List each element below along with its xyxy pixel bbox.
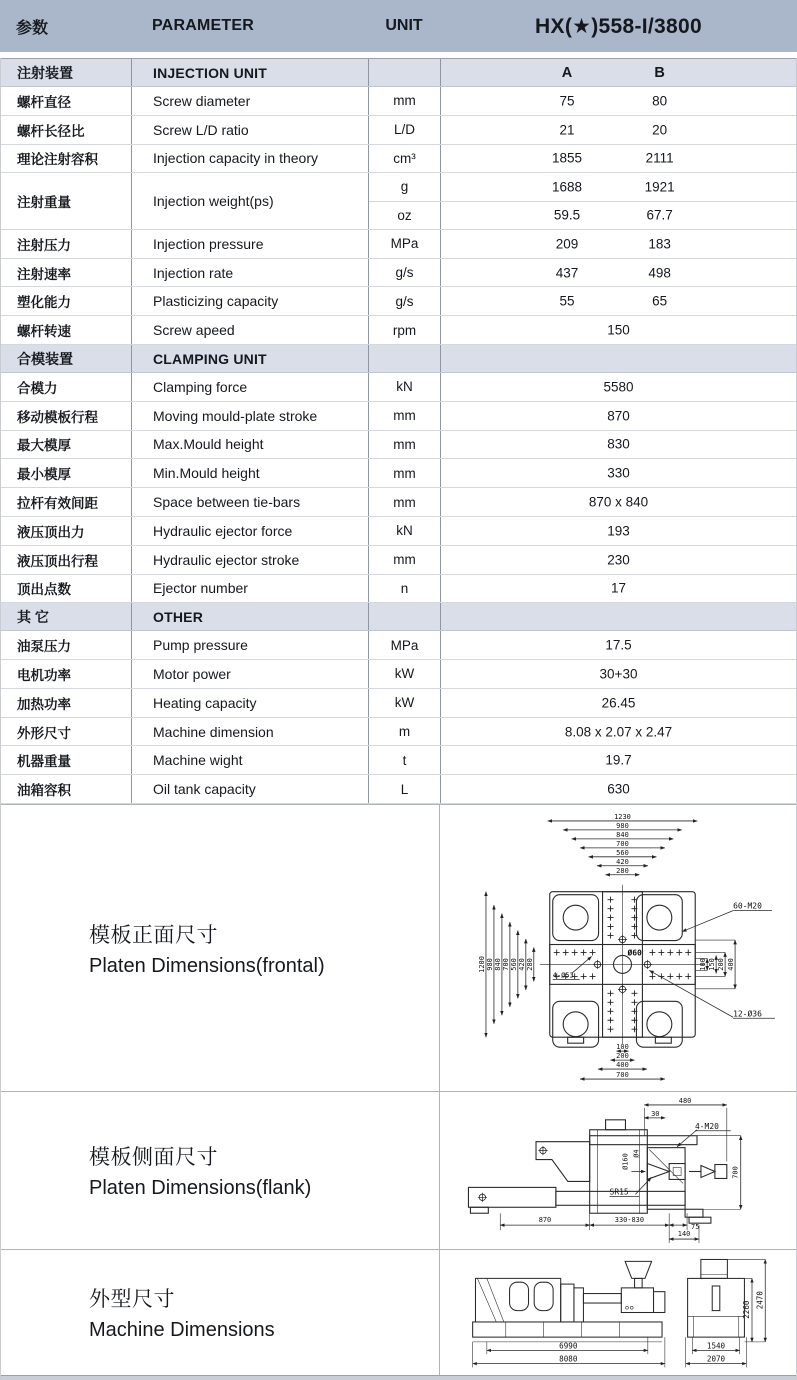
param-en: Screw apeed [132, 316, 369, 344]
param-unit: mm [369, 546, 441, 574]
dim-label: 150 [708, 958, 717, 971]
table-row [1, 746, 796, 775]
param-unit: rpm [369, 316, 441, 344]
flank-art [440, 1092, 796, 1249]
bottom-strip [1, 1375, 796, 1380]
param-cn: 注射速率 [1, 259, 132, 287]
dim-label: 400 [727, 958, 736, 971]
callout-label: 12-Ø36 [733, 1009, 762, 1019]
param-unit: MPa [369, 230, 441, 258]
param-en: CLAMPING UNIT [132, 345, 369, 372]
param-cn: 合模力 [1, 373, 132, 401]
table-row [1, 373, 796, 402]
dim-label: 280 [616, 866, 629, 875]
param-cn: 塑化能力 [1, 287, 132, 315]
table-row [1, 259, 796, 288]
param-en: Screw diameter [132, 87, 369, 115]
dim-label: 1230 [614, 812, 631, 821]
value-a: 437 [555, 265, 579, 281]
value-b: 80 [652, 93, 668, 109]
param-unit: mm [369, 459, 441, 487]
value-merged: 870 x 840 [588, 494, 649, 510]
param-cn: 顶出点数 [1, 575, 132, 603]
value-merged: 150 [607, 322, 630, 338]
table-row [1, 116, 796, 145]
param-unit [369, 59, 441, 86]
dim-label: Ø160 [621, 1153, 630, 1170]
param-en: INJECTION UNIT [132, 59, 369, 86]
param-cn: 外形尺寸 [1, 718, 132, 746]
table-header [0, 0, 797, 52]
table-row [1, 287, 796, 316]
param-en: Min.Mould height [132, 459, 369, 487]
table-row [1, 517, 796, 546]
value-b: 2111 [645, 150, 674, 166]
value-b: 1921 [644, 179, 675, 195]
param-unit: g/s [369, 287, 441, 315]
value-cell [441, 575, 796, 603]
value-cell [441, 775, 796, 803]
dim-label: 2470 [755, 1291, 765, 1310]
param-cn: 拉杆有效间距 [1, 488, 132, 516]
param-en: Oil tank capacity [132, 775, 369, 803]
flank-label-cn: 模板侧面尺寸 [89, 1146, 218, 1169]
param-en: Injection weight(ps) [132, 173, 369, 229]
param-unit: mm [369, 431, 441, 459]
flank-platen-drawing [440, 1092, 796, 1249]
value-a: 21 [559, 122, 575, 138]
dim-label: 700 [501, 958, 510, 971]
value-merged: 5580 [603, 379, 634, 395]
frontal-platen-drawing [440, 805, 796, 1091]
value-cell [441, 116, 796, 144]
param-cn: 合模装置 [1, 345, 132, 372]
frontal-label [1, 805, 440, 1091]
param-cn: 最大模厚 [1, 431, 132, 459]
param-cn: 螺杆转速 [1, 316, 132, 344]
dim-label: 560 [509, 958, 518, 971]
param-cn: 注射重量 [1, 173, 132, 229]
param-en: Moving mould-plate stroke [132, 402, 369, 430]
table-row [1, 488, 796, 517]
value-cell [441, 87, 796, 115]
param-en: Max.Mould height [132, 431, 369, 459]
param-unit [369, 603, 441, 630]
header-unit: UNIT [385, 17, 423, 34]
table-row [1, 718, 796, 747]
machine-art [440, 1250, 796, 1375]
value-a: 1688 [551, 179, 583, 195]
dim-label: 200 [616, 1052, 629, 1061]
value-cell [441, 173, 796, 200]
sub-row [369, 173, 796, 200]
param-cn: 机器重量 [1, 746, 132, 774]
param-en: Injection capacity in theory [132, 145, 369, 173]
machine-label [1, 1250, 440, 1375]
value-cell [441, 316, 796, 344]
param-en: Injection rate [132, 259, 369, 287]
table-row [1, 459, 796, 488]
param-en: Motor power [132, 660, 369, 688]
value-merged: 830 [607, 436, 630, 452]
param-cn: 油箱容积 [1, 775, 132, 803]
dim-label: 480 [678, 1096, 692, 1105]
value-b: B [654, 64, 665, 81]
section-row [1, 59, 796, 87]
diagram-row-machine [1, 1249, 796, 1375]
flank-label [1, 1092, 440, 1249]
value-merged: 17 [610, 580, 627, 596]
dim-label: 2070 [706, 1354, 726, 1364]
param-en: Screw L/D ratio [132, 116, 369, 144]
param-unit: g/s [369, 259, 441, 287]
param-en: Injection pressure [132, 230, 369, 258]
machine-dimensions-drawing [440, 1250, 796, 1375]
value-merged: 193 [607, 523, 630, 539]
callout-label: SR15 [609, 1187, 629, 1197]
flank-label-en: Platen Dimensions(flank) [89, 1177, 312, 1199]
table-row [1, 87, 796, 116]
param-cn: 液压顶出行程 [1, 546, 132, 574]
param-cn: 螺杆长径比 [1, 116, 132, 144]
dim-label: 140 [677, 1230, 691, 1239]
machine-label-cn: 外型尺寸 [89, 1288, 175, 1311]
section-row [1, 345, 796, 373]
dim-label: 6990 [559, 1341, 578, 1351]
value-merged: 26.45 [601, 695, 636, 711]
dim-label: 700 [731, 1166, 740, 1179]
dim-label: 980 [616, 821, 629, 830]
param-cn: 注射压力 [1, 230, 132, 258]
dim-label: 1200 [477, 956, 486, 973]
value-cell [441, 431, 796, 459]
value-cell [441, 488, 796, 516]
value-a: 75 [559, 93, 575, 109]
value-cell [441, 546, 796, 574]
dim-label: 100 [699, 958, 708, 971]
value-cell [441, 202, 796, 229]
value-cell [441, 603, 796, 630]
param-en: Machine dimension [132, 718, 369, 746]
value-cell [441, 517, 796, 545]
value-b: 65 [652, 293, 668, 309]
dim-label: 560 [616, 848, 629, 857]
dim-label: Ø4 [632, 1149, 641, 1158]
value-cell [441, 230, 796, 258]
table-row [1, 316, 796, 345]
dim-label: 100 [616, 1043, 629, 1052]
param-unit: kN [369, 373, 441, 401]
table-row [1, 173, 796, 230]
param-en: OTHER [132, 603, 369, 630]
dim-label: 420 [517, 958, 526, 971]
value-a: 59.5 [553, 207, 581, 223]
param-unit: t [369, 746, 441, 774]
param-unit: oz [369, 202, 441, 229]
dim-label: 700 [616, 1071, 629, 1080]
sub-row [369, 201, 796, 229]
value-cell [441, 689, 796, 717]
diagram-row-flank [1, 1091, 796, 1249]
param-cn: 注射装置 [1, 59, 132, 86]
param-unit: g [369, 173, 441, 200]
value-merged: 330 [607, 465, 630, 481]
value-b: 498 [648, 265, 671, 281]
param-unit: L/D [369, 116, 441, 144]
frontal-label-en: Platen Dimensions(frontal) [89, 954, 325, 977]
value-cell [441, 631, 796, 659]
value-cell [441, 373, 796, 401]
value-cell [441, 459, 796, 487]
dim-label: 870 [538, 1216, 552, 1225]
dim-label: 400 [616, 1061, 629, 1070]
dim-label: 8080 [559, 1354, 578, 1364]
frontal-label-cn: 模板正面尺寸 [89, 923, 218, 947]
param-cn: 最小模厚 [1, 459, 132, 487]
value-merged: 17.5 [605, 637, 632, 653]
callout-label: 4-M20 [695, 1121, 719, 1131]
callout-label: 4-Ø53 [552, 971, 574, 980]
param-en: Ejector number [132, 575, 369, 603]
table-row [1, 660, 796, 689]
table-row [1, 402, 796, 431]
dim-label: 200 [717, 958, 726, 971]
dim-label: 840 [616, 830, 629, 839]
dim-label: 2260 [742, 1300, 752, 1319]
dim-label: 840 [493, 958, 502, 971]
spec-table-body [1, 58, 796, 804]
param-unit: n [369, 575, 441, 603]
value-a: 55 [559, 293, 575, 309]
dim-label: 75 [691, 1223, 700, 1232]
table-row [1, 145, 796, 174]
value-cell [441, 345, 796, 372]
content [0, 58, 797, 1380]
dim-label: 700 [616, 839, 629, 848]
dim-label: 280 [525, 958, 534, 971]
dim-label: 330-830 [614, 1216, 645, 1225]
value-cell [441, 145, 796, 173]
param-cn: 其 它 [1, 603, 132, 630]
param-en: Hydraulic ejector stroke [132, 546, 369, 574]
value-cell [441, 259, 796, 287]
param-cn: 液压顶出力 [1, 517, 132, 545]
header-param-cn: 参数 [16, 19, 49, 37]
value-merged: 30+30 [599, 666, 638, 682]
table-row [1, 775, 796, 804]
value-cell [441, 287, 796, 315]
param-unit: cm³ [369, 145, 441, 173]
model-name: HX(★)558-I/3800 [535, 14, 702, 38]
table-row [1, 689, 796, 718]
dim-label: 30 [651, 1109, 660, 1118]
value-cell [441, 660, 796, 688]
param-en: Clamping force [132, 373, 369, 401]
callout-label: Ø60 [627, 948, 642, 958]
table-row [1, 575, 796, 604]
diagram-row-frontal [1, 804, 796, 1091]
value-merged: 870 [607, 408, 630, 424]
callout-label: 60-M20 [733, 901, 762, 911]
param-unit: mm [369, 402, 441, 430]
value-merged: 230 [607, 552, 630, 568]
param-unit: MPa [369, 631, 441, 659]
param-cn: 加热功率 [1, 689, 132, 717]
table-row [1, 431, 796, 460]
param-cn: 电机功率 [1, 660, 132, 688]
dim-label: 980 [485, 958, 494, 971]
value-cell [441, 59, 796, 86]
param-unit: m [369, 718, 441, 746]
param-unit: kN [369, 517, 441, 545]
frontal-art [440, 805, 796, 1091]
param-unit [369, 345, 441, 372]
param-en: Hydraulic ejector force [132, 517, 369, 545]
compound-values [369, 173, 796, 229]
section-row [1, 603, 796, 631]
param-unit: L [369, 775, 441, 803]
value-cell [441, 402, 796, 430]
value-b: 20 [652, 122, 668, 138]
table-row [1, 631, 796, 660]
param-en: Machine wight [132, 746, 369, 774]
value-merged: 630 [607, 781, 630, 797]
table-row [1, 546, 796, 575]
param-en: Heating capacity [132, 689, 369, 717]
param-en: Plasticizing capacity [132, 287, 369, 315]
param-cn: 油泵压力 [1, 631, 132, 659]
param-unit: mm [369, 87, 441, 115]
value-merged: 8.08 x 2.07 x 2.47 [564, 724, 673, 740]
value-b: 183 [648, 236, 671, 252]
value-merged: 19.7 [605, 752, 632, 768]
param-en: Space between tie-bars [132, 488, 369, 516]
param-unit: kW [369, 660, 441, 688]
value-a: 1855 [551, 150, 583, 166]
dim-label: 1540 [706, 1341, 726, 1351]
dim-label: 420 [616, 857, 629, 866]
value-cell [441, 718, 796, 746]
param-cn: 移动模板行程 [1, 402, 132, 430]
value-a: A [561, 64, 573, 81]
param-cn: 理论注射容积 [1, 145, 132, 173]
table-row [1, 230, 796, 259]
param-unit: mm [369, 488, 441, 516]
param-cn: 螺杆直径 [1, 87, 132, 115]
value-a: 209 [555, 236, 579, 252]
machine-label-en: Machine Dimensions [89, 1319, 275, 1341]
param-unit: kW [369, 689, 441, 717]
param-en: Pump pressure [132, 631, 369, 659]
value-b: 67.7 [646, 207, 673, 223]
header-param-en: PARAMETER [152, 17, 254, 34]
value-cell [441, 746, 796, 774]
